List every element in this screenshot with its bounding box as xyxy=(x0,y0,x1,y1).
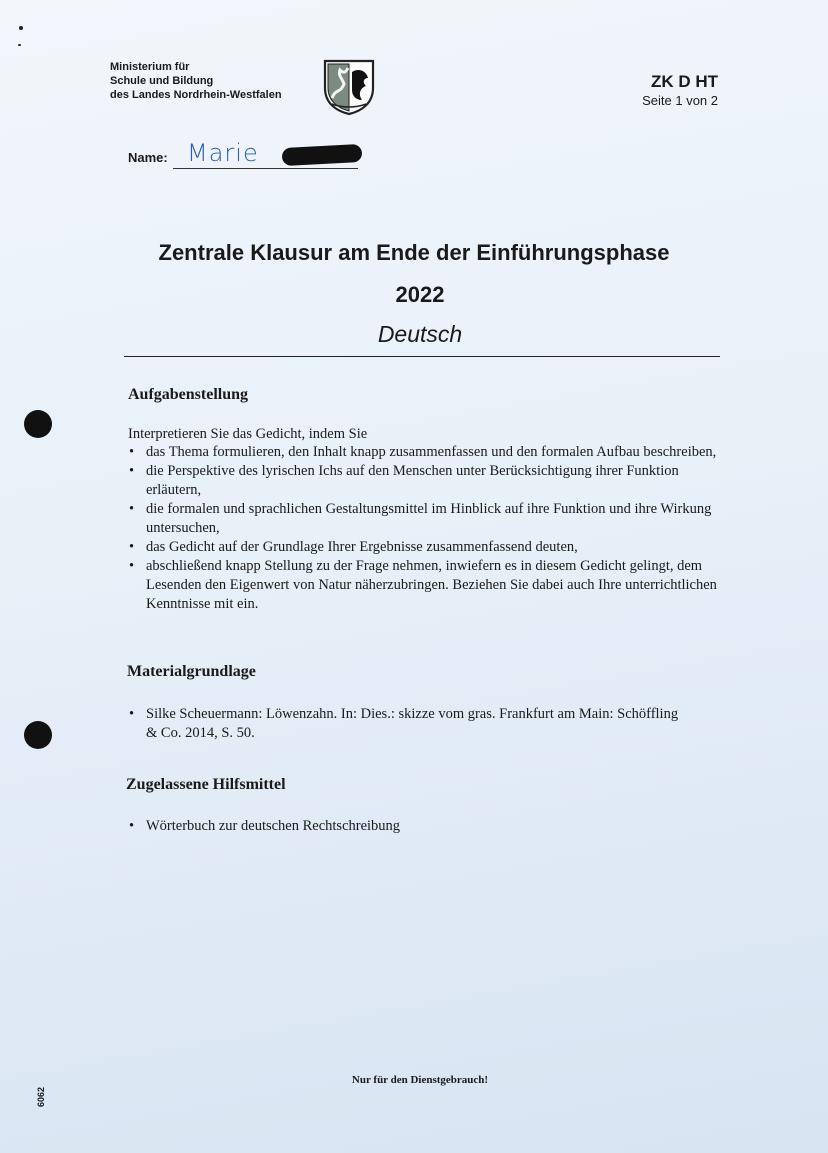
exam-year: 2022 xyxy=(395,282,445,307)
redaction-mark xyxy=(282,144,363,166)
exam-code-block xyxy=(642,72,718,109)
punch-hole xyxy=(24,410,52,438)
task-list xyxy=(128,443,718,614)
task-item: • abschließend knapp Stellung zu der Frage nehmen, inwiefern es in diesem Gedicht gelingt, dem Lesenden den Eigenwert von Natur näherzubringen. Beziehen Sie dabei auch Ihre unterrichtlichen Kenntnisse mit ein. xyxy=(128,557,718,614)
side-code: 6062 xyxy=(36,1086,46,1107)
scan-speck xyxy=(18,44,21,46)
material-item: • Silke Scheuermann: Löwenzahn. In: Dies.: skizze vom gras. Frankfurt am Main: Schöffling & Co. 2014, S. 50. xyxy=(128,705,688,743)
exam-subject: Deutsch xyxy=(377,321,463,347)
title-divider xyxy=(124,356,720,357)
aids-heading: Zugelassene Hilfsmittel xyxy=(126,776,286,793)
task-heading: Aufgabenstellung xyxy=(128,386,249,403)
exam-code: ZK D HT xyxy=(650,72,718,91)
ministry-line-1: Ministerium für xyxy=(110,61,190,73)
scan-speck xyxy=(19,26,23,30)
footer-notice: Nur für den Dienstgebrauch! xyxy=(351,1074,489,1086)
aids-list xyxy=(128,817,718,836)
material-heading: Materialgrundlage xyxy=(127,663,256,680)
name-handwritten: Marie xyxy=(187,139,259,167)
task-item: • die Perspektive des lyrischen Ichs auf den Menschen unter Berücksichtigung ihrer Funktion erläutern, xyxy=(128,462,718,500)
ministry-line-2: Schule und Bildung xyxy=(110,75,214,87)
name-line xyxy=(173,168,358,169)
task-item: • das Gedicht auf der Grundlage Ihrer Ergebnisse zusammenfassend deuten, xyxy=(128,538,718,557)
page-info: Seite 1 von 2 xyxy=(642,93,718,108)
ministry-name xyxy=(110,60,282,102)
task-item: • das Thema formulieren, den Inhalt knapp zusammenfassen und den formalen Aufbau beschreiben, xyxy=(128,443,718,462)
exam-title: Zentrale Klausur am Ende der Einführungsphase xyxy=(158,240,670,265)
ministry-line-3: des Landes Nordrhein-Westfalen xyxy=(110,89,282,101)
task-item: • die formalen und sprachlichen Gestaltungsmittel im Hinblick auf ihre Funktion und ihre Wirkung untersuchen, xyxy=(128,500,718,538)
material-list xyxy=(128,705,688,743)
name-label: Name: xyxy=(128,150,168,165)
punch-hole xyxy=(24,721,52,749)
aids-item: • Wörterbuch zur deutschen Rechtschreibung xyxy=(128,817,718,836)
nrw-coat-of-arms-icon xyxy=(322,58,376,116)
task-intro: Interpretieren Sie das Gedicht, indem Sie xyxy=(128,426,368,442)
